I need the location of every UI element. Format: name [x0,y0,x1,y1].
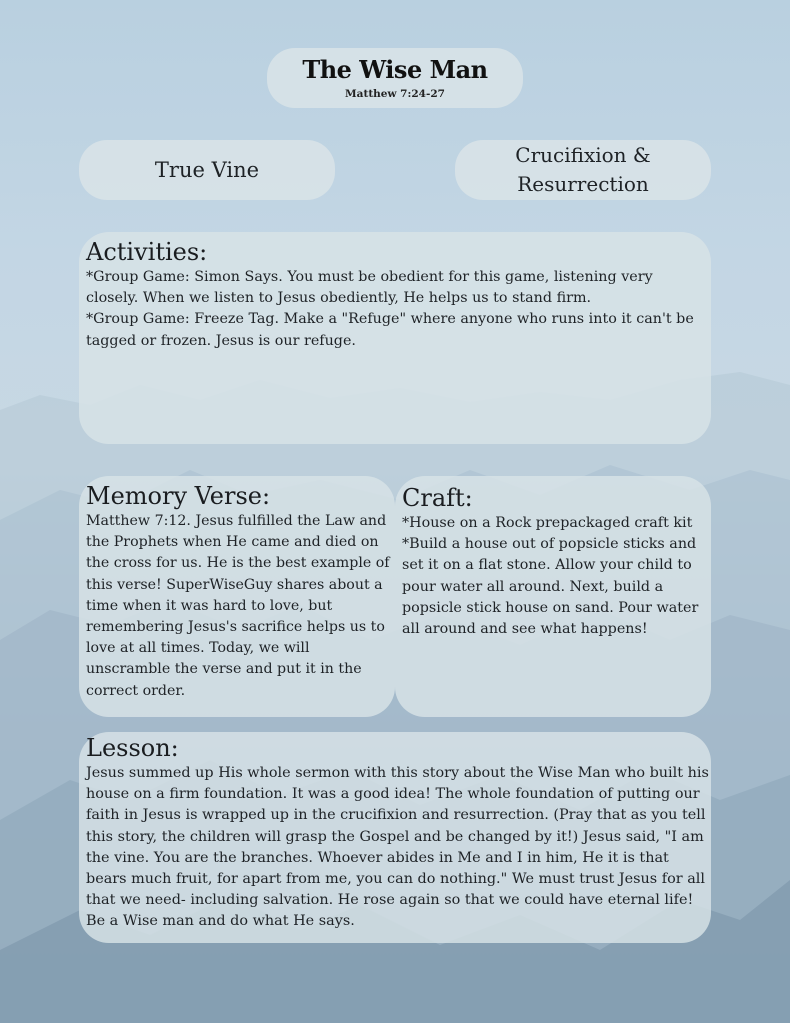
page-title: The Wise Man [302,55,488,84]
topic-right-line2: Resurrection [517,172,649,196]
lesson-heading: Lesson: [86,734,179,762]
topic-left-label: True Vine [154,158,260,182]
activity-item: *Group Game: Simon Says. You must be obedient for this game, listening very closely. When we listen to Jesus obediently, He helps us to stand firm. [86,269,653,307]
lesson-text: Jesus summed up His whole sermon with this story about the Wise Man who built his house on a firm foundation. It was a good idea! The whole foundation of putting our faith in Jesus is wrapped up in the crucifixion and resurrection. (Pray that as you tell this story, the children will grasp the Gospel and be changed by it!) Jesus said, "I am the vine. You are the branches. Whoever abides in Me and I in him, He it is that bears much fruit, for apart from me, you can do nothing." We must trust Jesus for all that we need- including salvation. He rose again so that we could have eternal life! Be a Wise man and do what He says. [86,765,709,930]
title-banner [267,48,523,108]
craft-item: *House on a Rock prepackaged craft kit [402,515,693,531]
activity-item: *Group Game: Freeze Tag. Make a "Refuge" where anyone who runs into it can't be tagged or frozen. Jesus is our refuge. [86,311,694,349]
activities-heading: Activities: [86,238,208,266]
lesson-section [79,732,711,943]
scripture-reference: Matthew 7:24-27 [345,88,445,100]
craft-item: *Build a house out of popsicle sticks and set it on a flat stone. Allow your child to pour water all around. Next, build a popsicle stick house on sand. Pour water all around and see what happens! [402,536,699,638]
memory-verse-text: Matthew 7:12. Jesus fulfilled the Law and the Prophets when He came and died on the cross for us. He is the best example of this verse! SuperWiseGuy shares about a time when it was hard to love, but remembering Jesus's sacrifice helps us to love at all times. Today, we will unscramble the verse and put it in the correct order. [86,513,390,699]
craft-section [395,476,711,717]
memory-verse-section [79,476,395,717]
memory-verse-heading: Memory Verse: [86,482,271,510]
activities-section [79,232,711,444]
topic-crucifixion [455,140,711,200]
craft-heading: Craft: [402,484,473,512]
topic-true-vine [79,140,335,200]
topic-right-line1: Crucifixion & [515,143,651,167]
